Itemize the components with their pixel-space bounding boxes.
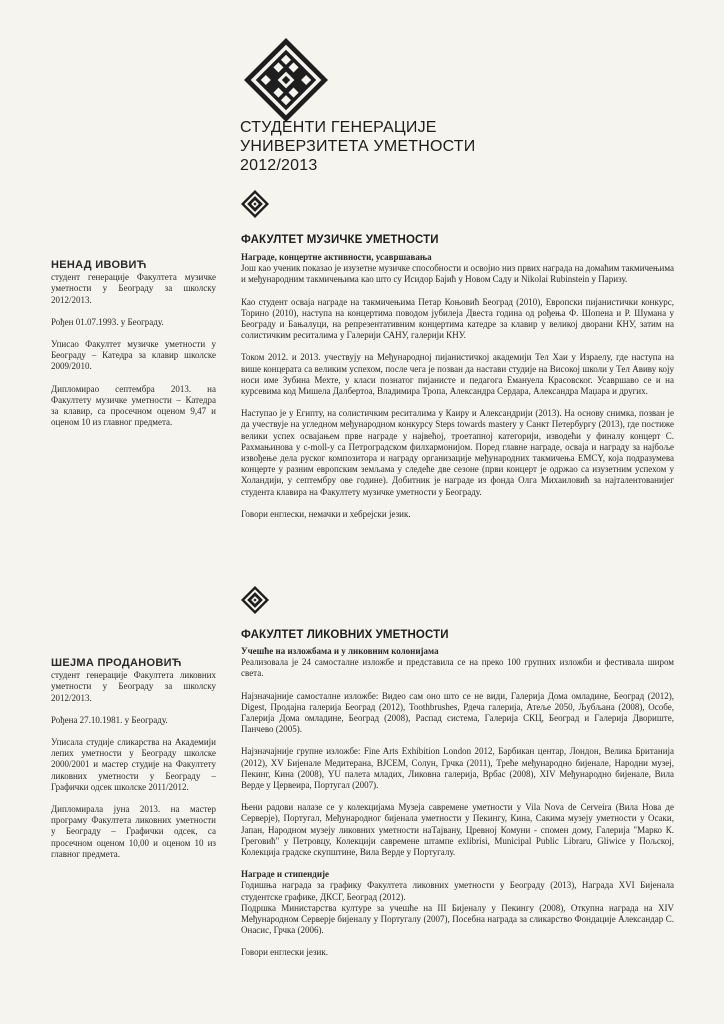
subheading: Награде, концертне активности, усавршавања [241,252,432,262]
faculty-heading-music: ФАКУЛТЕТ МУЗИЧКЕ УМЕТНОСТИ [241,234,439,246]
paragraph: Током 2012. и 2013. учествују на Међународној пијанистичкој академији Тел Хаи у Израелу, где наступа на више концерата са великим успехом, после чега је позван да настави студије на Високој школи у Тел Авиву коју носи име Зубина Мехте, у класи познатог пијанисте и педагога Емануела Красовског. Усавршаво се и на курсевима код Мишела Далбертоа, Владимира Тропа, Александра Сердара, Александра Маџара и других. [241,352,674,397]
student-born: Рођена 27.10.1981. у Београду. [51,714,168,725]
student-enrolled: Уписала студије сликарства на Академији лепих уметности у Београду школске 2000/2001 и мастер студије на Факултету ликовних уметности у Београду – Графички одсек школске 2011/2012. [51,737,216,792]
paragraph: Још као ученик показао је изузетне музичке способности и освојио низ првих награда на домаћим такмичењима и међународним такмичењима као што су Исидор Бајић у Новом Саду и Nikolai Rubinstein у Паризу. [241,263,674,285]
paragraph: Подршка Министарства културе за учешће на III Бијеналу у Пекингу (2008), Откупна награда на XIV Међународном Серверје бијеналу у Португалу (2007), Посебна награда за сликарство Фондације Александар С. Онасис, Грчка (2006). [241,902,674,936]
faculty-heading-fine-arts: ФАКУЛТЕТ ЛИКОВНИХ УМЕТНОСТИ [241,629,449,641]
student-achievements [241,252,674,531]
student-name: ШЕЈМА ПРОДАНОВИЋ [51,657,182,669]
page-title [240,118,540,175]
student-born: Рођен 01.07.1993. у Београду. [51,316,164,327]
paragraph: Као студент осваја награде на такмичењима Петар Коњовић Београд (2010), Европски пијанистички конкурс, Торино (2010), наступа на концертима поводом јубилеја Двеста година од рођења Ф. Шопена и Р. Шумана у Београду и Бањалуци, на репрезентативним концертима катедре за клавир у великој дворани КНУ, затим на солистичким реситалима у Галерији САНУ, галерији КНУ. [241,296,674,341]
paragraph: Говори енглески, немачки и хебрејски језик. [241,508,411,519]
student-bio-sidebar [51,260,216,439]
paragraph: Најзначајније самосталне изложбе: Видео сам оно што се не види, Галерија Дома омладине, Београд (2012), Digest, Продајна галерија Београд (2012), Toothbrushes, Рдеча галерија, Атеље 2050, Љубљана (2008), Особе, Галерија Дома омладине, Београд (2008), Распад система, Галерија СКЦ, Београд и Галерија Двориште, Панчево (2005). [241,690,674,735]
ornament-diamond-icon [241,190,269,218]
subheading: Учешће на изложбама и у ликовним колонијама [241,646,439,656]
paragraph: Годишња награда за графику Факултета ликовних уметности у Београду (2013), Награда XVI Бијенала студентске графике, ДКСГ, Београд (2012). [241,880,674,902]
paragraph: Њени радови налазе се у колекцијама Музеја савремене уметности у Vila Nova de Cerveira (Вила Нова де Серверје), Португал, Међународног бијенала уметности у Пекингу, Кина, Сакима музеју уметности у Осаки, Јапан, Народном музеју ликовних уметности наТајвану, Цревној Комуни - спомен дому, Галерија "Марко К. Греговић" у Петровцу, Колекцији савремене штампе exlibrisi, Municipal Public Libraru, Gliwice у Пољској, Колекција градске скупштине, Вила Верде у Португалу. [241,802,674,858]
student-intro: студент генерације Факултета музичке уметности у Београду за школску 2012/2013. [51,272,216,305]
subheading: Награде и стипендије [241,869,330,880]
student-achievements [241,646,674,970]
title-line-2: УНИВЕРЗИТЕТА УМЕТНОСТИ [240,138,476,155]
paragraph: Говори енглески језик. [241,947,328,958]
student-intro: студент генерације Факултета ликовних уметности у Београду за школску 2012/2013. [51,670,216,703]
student-name: НЕНАД ИВОВИЋ [51,259,147,271]
student-enrolled: Уписао Факултет музичке уметности у Београду – Катедра за клавир школске 2009/2010. [51,339,216,372]
paragraph: Реализовала је 24 самосталне изложбе и представила се на преко 100 групних изложби и фестивала широм света. [241,657,674,679]
ornament-diamond-icon [244,38,328,122]
student-bio-sidebar [51,658,216,871]
title-line-1: СТУДЕНТИ ГЕНЕРАЦИЈЕ [240,119,437,136]
paragraph: Наступао је у Египту, на солистичким реситалима у Каиру и Александрији (2013). На основу снимка, позван је да учествује на угледном међународном конкурсу Steps towards mastery у Санкт Петербургу (2013), где постиже велики успех освајањем прве награде у највећој, троетапној категорији, изводећи у финалу концерт С. Рахмањинова у c-moll-у са Петроградском филхармонијом. Поред главне награде, осваја и награду за најбоље извођење дела руског композитора и награду организације међународних такмичења EMCY, која подразумева концерте у разним европским земљама у следеће две сезоне (први концерт је одржао са изузетним успехом у Холандији, у септембру ове године). Добитник је награде из фонда Олга Михаиловић за најталентованијег студента клавира на Факултету музичке уметности у Београду. [241,408,674,497]
paragraph: Најзначајније групне изложбе: Fine Arts Exhibition London 2012, Барбикан центар, Лондон, Велика Британија (2012), XV Бијенале Медитерана, ВЈСЕМ, Солун, Грчка (2011), Треће међународно бијенале, Народни музеј, Пекинг, Кина (2008), YU палета младих, Ликовна галерија, Врбас (2008), XIV Међународно бијенале, Вила Верде у Цервеира, Португал (2007). [241,746,674,791]
student-graduated: Дипломирала јуна 2013. на мастер програму Факултета ликовних уметности у Београду – Графички одсек, са просечном оценом 10,00 и оценом 10 из главног предмета. [51,804,216,859]
ornament-diamond-icon [241,586,269,614]
title-line-3: 2012/2013 [240,157,318,174]
student-graduated: Дипломирао септембра 2013. на Факултету музичке уметности – Катедра за клавир, са просечном оценом 9,47 и оценом 10 из главног предмета. [51,383,216,428]
